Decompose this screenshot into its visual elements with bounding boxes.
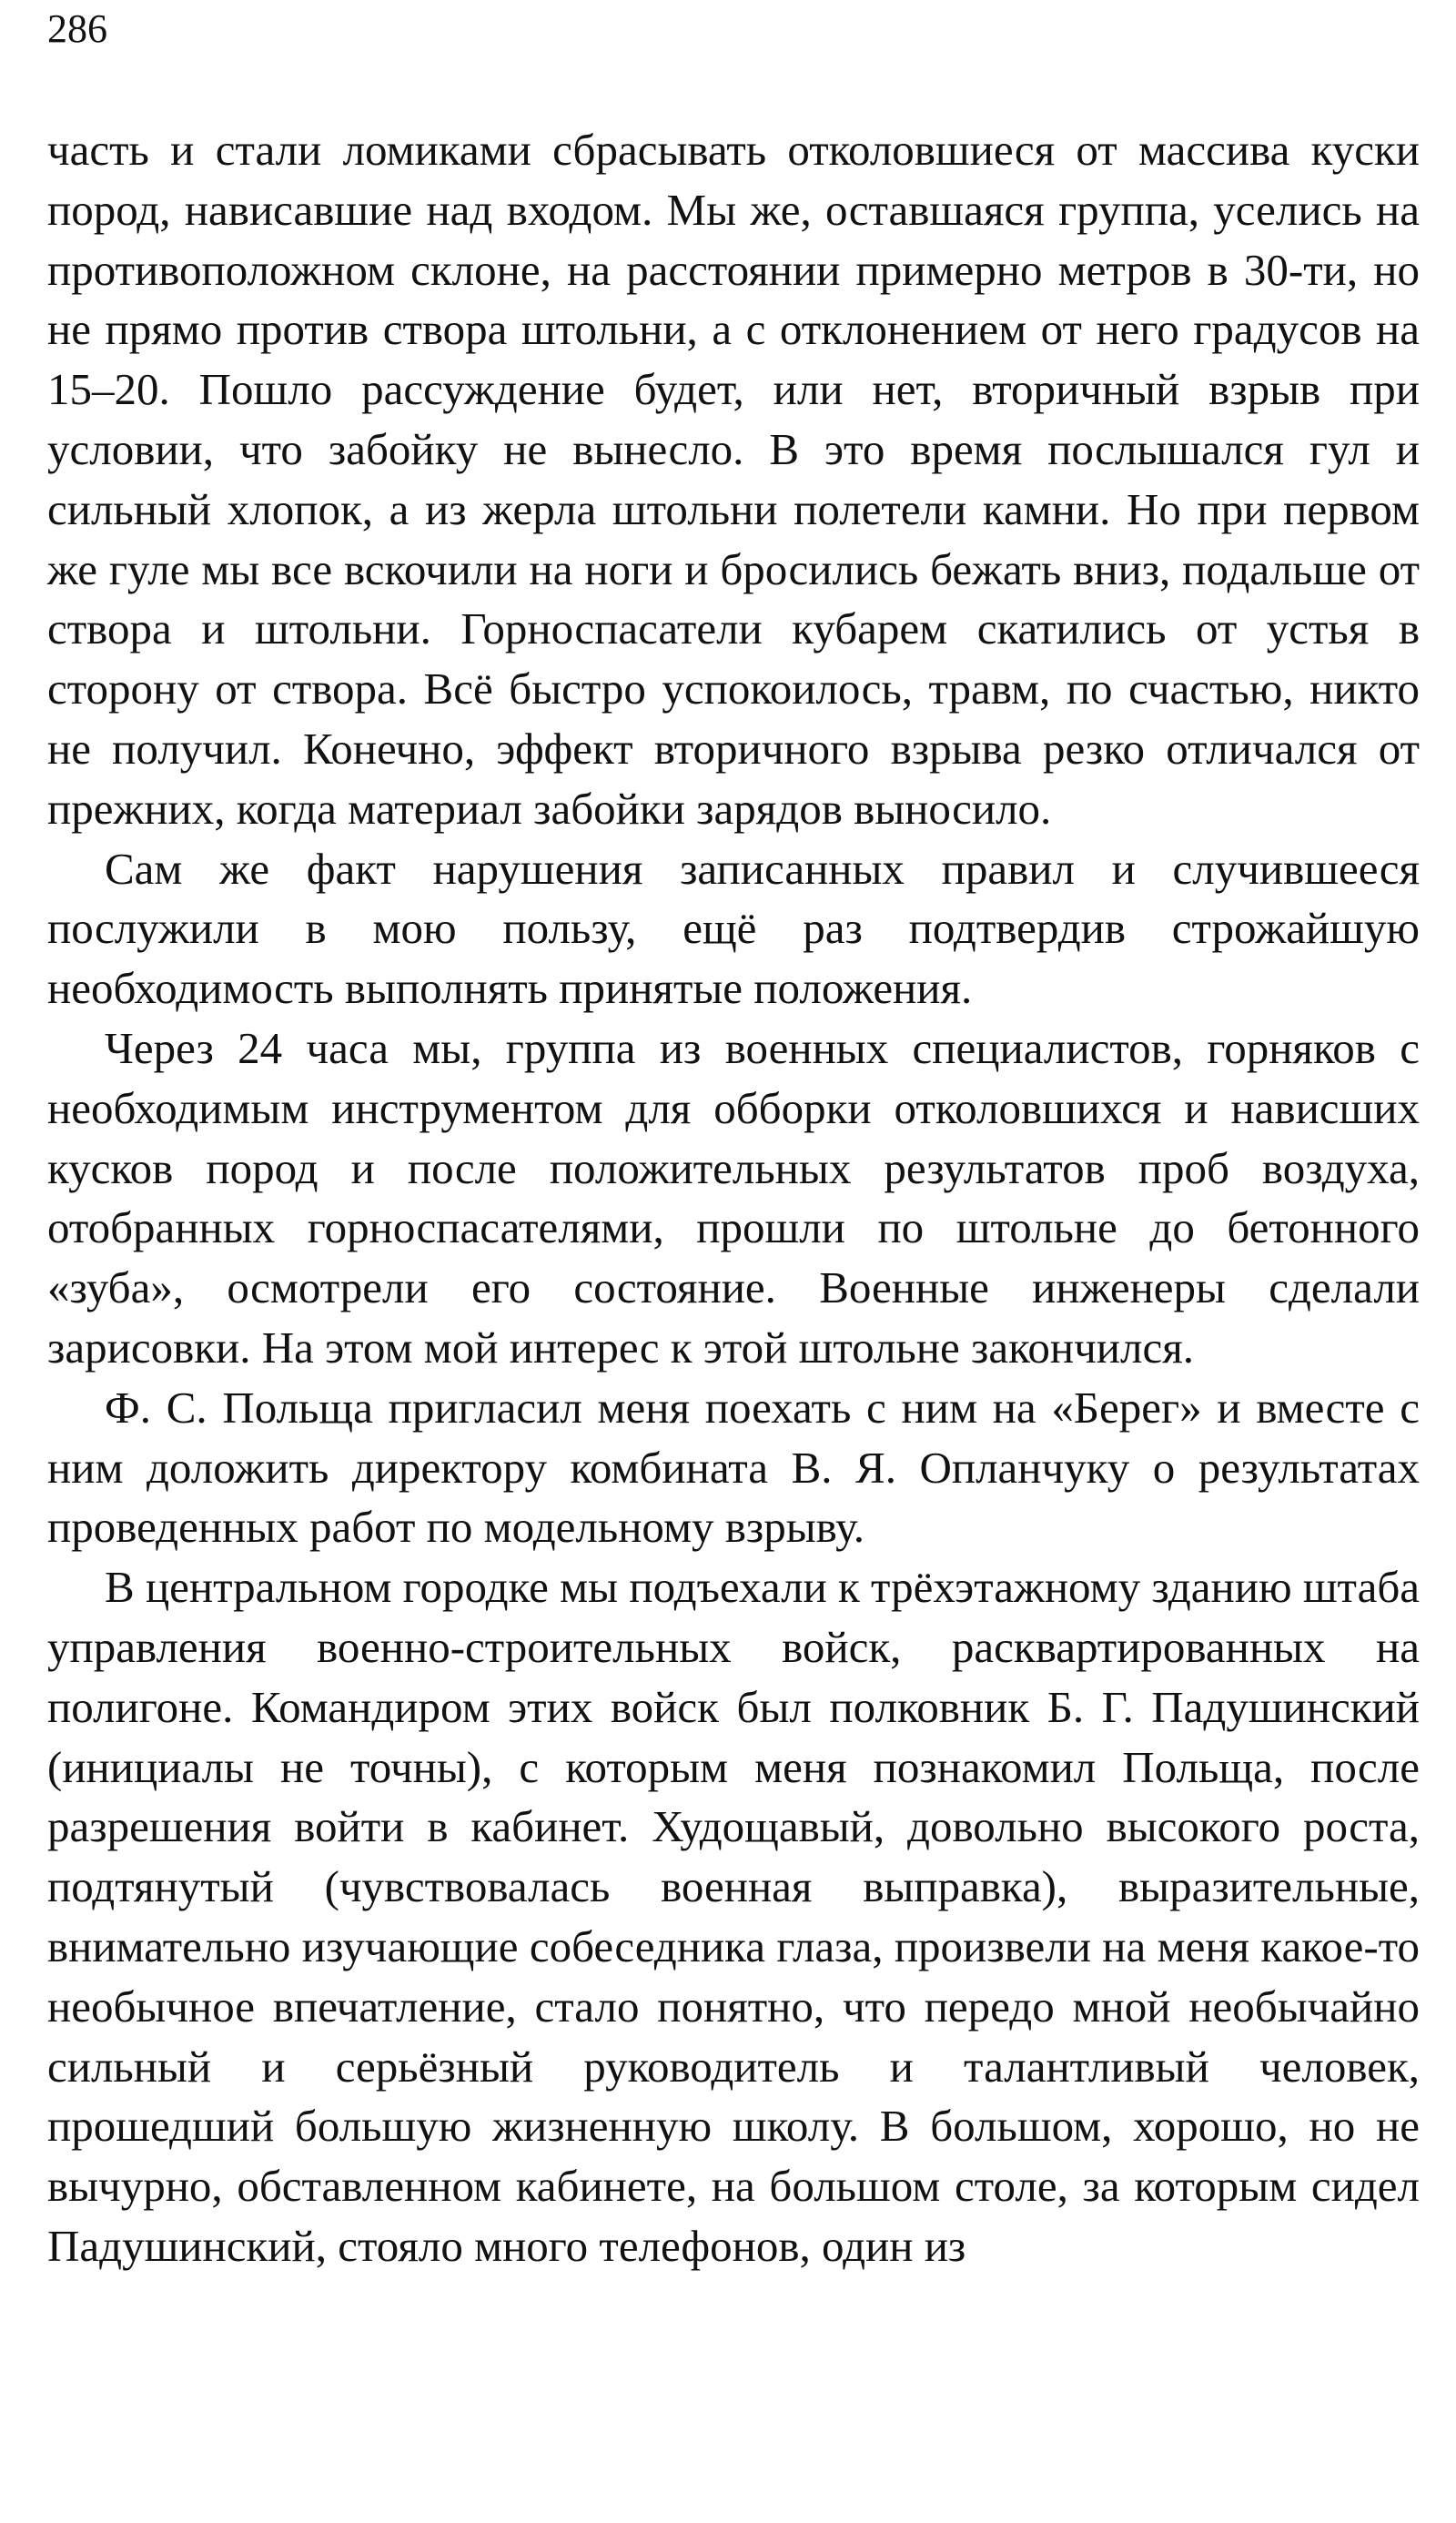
paragraph-4: Ф. С. Польща пригласил меня поехать с ним на «Берег» и вместе с ним доложить директору комбината В. Я. Опланчуку о результатах проведенных работ по модельному взрыву. bbox=[47, 1382, 1420, 1553]
paragraph-2: Сам же факт нарушения записанных правил и случившееся послужили в мою пользу, ещё раз подтвердив строжайшую необходимость выполнять принятые положения. bbox=[47, 843, 1420, 1014]
paragraph-3: Через 24 часа мы, группа из военных специалистов, горняков с необходимым инструментом для обборки отколовшихся и нависших кусков пород и после положительных результатов проб воздуха, отобранных горноспасателями, прошли по штольне до бетонного «зуба», осмотрели его состояние. Военные инженеры сделали зарисовки. На этом мой интерес к этой штольне закончился. bbox=[47, 1022, 1420, 1373]
paragraph-1: часть и стали ломиками сбрасывать отколовшиеся от массива куски пород, нависавшие над входом. Мы же, оставшаяся группа, уселись на противоположном склоне, на расстоянии примерно метров в 30-ти, но не прямо против створа штольни, а с отклонением от него градусов на 15–20. Пошло рассуждение будет, или нет, вторичный взрыв при условии, что забойку не вынесло. В это время послышался гул и сильный хлопок, а из жерла штольни полетели камни. Но при первом же гуле мы все вскочили на ноги и бросились бежать вниз, подальше от створа и штольни. Горноспасатели кубарем скатились от устья в сторону от створа. Всё быстро успокоилось, травм, по счастью, никто не получил. Конечно, эффект вторичного взрыва резко отличался от прежних, когда материал забойки зарядов выносило. bbox=[47, 125, 1420, 834]
paragraph-5: В центральном городке мы подъехали к трёхэтажному зданию штаба управления военно-строительных войск, расквартированных на полигоне. Командиром этих войск был полковник Б. Г. Падушинский (инициалы не точны), с которым меня познакомил Польща, после разрешения войти в кабинет. Худощавый, довольно высокого роста, подтянутый (чувствовалась военная выправка), выразительные, внимательно изучающие собеседника глаза, произвели на меня какое-то необычное впечатление, стало понятно, что передо мной необычайно сильный и серьёзный руководитель и талантливый человек, прошедший большую жизненную школу. В большом, хорошо, но не вычурно, обставленном кабинете, на большом столе, за которым сидел Падушинский, стояло много телефонов, один из bbox=[47, 1562, 1420, 2271]
body-text bbox=[47, 120, 1420, 2276]
page-number: 286 bbox=[47, 6, 107, 51]
